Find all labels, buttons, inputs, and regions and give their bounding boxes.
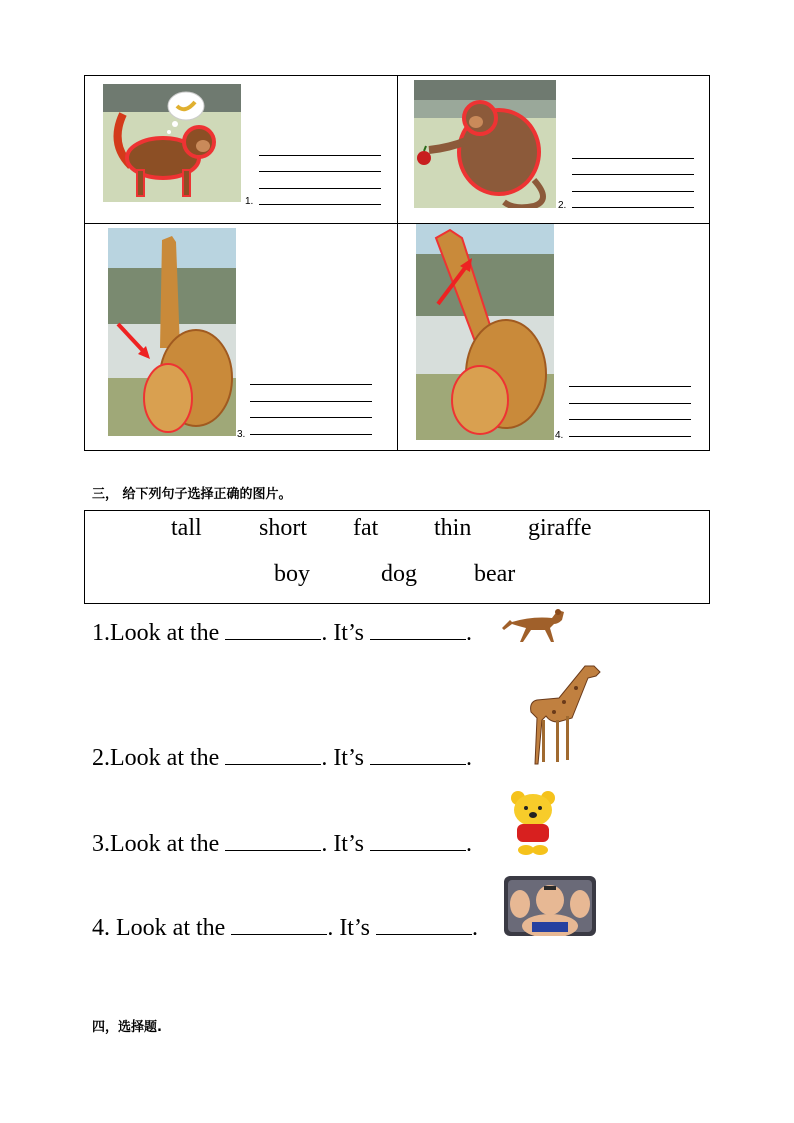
monkey-banana-picture bbox=[103, 84, 241, 202]
word-boy: boy bbox=[274, 561, 310, 587]
answer-line bbox=[250, 417, 372, 418]
section-4-heading: 四，选择题. bbox=[92, 1020, 162, 1035]
blank-noun[interactable] bbox=[225, 621, 321, 640]
sentence-middle: . It’s bbox=[321, 620, 370, 646]
sentence-middle: . It’s bbox=[321, 831, 370, 857]
sentence-middle: . It’s bbox=[321, 745, 370, 771]
answer-line bbox=[259, 155, 381, 156]
word-bear: bear bbox=[474, 561, 516, 587]
giraffes-small-picture bbox=[108, 228, 236, 436]
sentence-prefix: 1.Look at the bbox=[92, 620, 226, 646]
answer-line bbox=[569, 386, 691, 387]
grid-cell-2 bbox=[398, 76, 711, 223]
item-number: 4. bbox=[555, 430, 564, 441]
sentence-prefix: 4. Look at the bbox=[92, 915, 232, 941]
boy-icon bbox=[504, 876, 596, 936]
blank-adjective[interactable] bbox=[370, 746, 466, 765]
blank-noun[interactable] bbox=[225, 746, 321, 765]
word-dog: dog bbox=[381, 561, 417, 587]
sentence-1 bbox=[92, 620, 472, 647]
sentence-prefix: 3.Look at the bbox=[92, 831, 226, 857]
word-bank bbox=[84, 510, 710, 604]
sentence-end: . bbox=[465, 745, 472, 771]
item-number: 3. bbox=[237, 429, 246, 440]
sentence-2 bbox=[92, 745, 472, 772]
blank-adjective[interactable] bbox=[370, 621, 466, 640]
grid-cell-3 bbox=[85, 224, 397, 452]
blank-adjective[interactable] bbox=[370, 832, 466, 851]
sentence-4 bbox=[92, 915, 478, 942]
answer-line bbox=[250, 434, 372, 435]
answer-line bbox=[569, 403, 691, 404]
monkey-apple-picture bbox=[414, 80, 556, 208]
word-fat: fat bbox=[353, 515, 379, 541]
grid-cell-4 bbox=[398, 224, 711, 452]
giraffes-tall-picture bbox=[416, 224, 554, 440]
sentence-end: . bbox=[465, 620, 472, 646]
answer-line bbox=[572, 191, 694, 192]
answer-line bbox=[250, 401, 372, 402]
giraffe-icon bbox=[524, 662, 604, 766]
item-number: 2. bbox=[558, 200, 567, 211]
answer-line bbox=[569, 419, 691, 420]
bear-icon bbox=[506, 788, 560, 858]
answer-line bbox=[572, 207, 694, 208]
blank-noun[interactable] bbox=[231, 916, 327, 935]
answer-line bbox=[259, 171, 381, 172]
sentence-end: . bbox=[471, 915, 478, 941]
dog-icon bbox=[500, 600, 568, 644]
answer-line bbox=[250, 384, 372, 385]
word-short: short bbox=[259, 515, 307, 541]
answer-line bbox=[572, 174, 694, 175]
blank-noun[interactable] bbox=[225, 832, 321, 851]
grid-cell-1 bbox=[85, 76, 397, 223]
answer-line bbox=[569, 436, 691, 437]
section-3-heading: 三， 给下列句子选择正确的图片。 bbox=[92, 487, 292, 502]
answer-line bbox=[259, 188, 381, 189]
word-giraffe: giraffe bbox=[528, 515, 592, 541]
sentence-3 bbox=[92, 831, 472, 858]
answer-line bbox=[572, 158, 694, 159]
word-thin: thin bbox=[434, 515, 472, 541]
sentence-middle: . It’s bbox=[327, 915, 376, 941]
sentence-prefix: 2.Look at the bbox=[92, 745, 226, 771]
blank-adjective[interactable] bbox=[376, 916, 472, 935]
word-tall: tall bbox=[171, 515, 202, 541]
answer-line bbox=[259, 204, 381, 205]
item-number: 1. bbox=[245, 196, 254, 207]
picture-grid bbox=[84, 75, 710, 451]
sentence-end: . bbox=[465, 831, 472, 857]
